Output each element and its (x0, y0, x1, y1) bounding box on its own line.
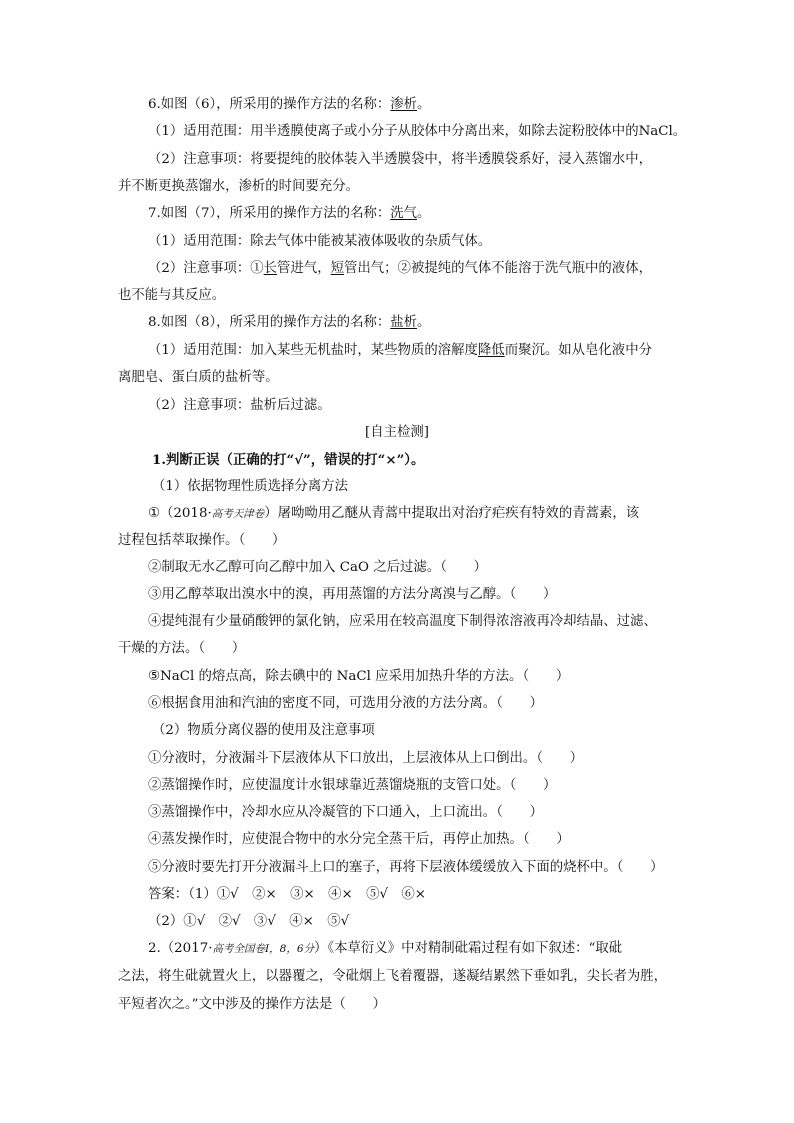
q1-item-5: ⑤NaCl 的熔点高，除去碘中的 NaCl 应采用加热升华的方法。（ ） (148, 669, 570, 684)
q1-part2-item-1: ①分液时，分液漏斗下层液体从下口放出，上层液体从上口倒出。（ ） (148, 751, 584, 766)
question-2-cont-2: 平短者次之。”文中涉及的操作方法是（ ） (118, 997, 386, 1012)
answer-salting-out: 盐析 (390, 315, 418, 330)
item-8-scope: （1）适用范围：加入某些无机盐时，某些物质的溶解度降低而聚沉。如从皂化液中分 (148, 343, 652, 358)
item-7-heading: 7.如图（7），所采用的操作方法的名称：洗气。 (148, 206, 431, 221)
item-8-notes: （2）注意事项：盐析后过滤。 (148, 398, 331, 413)
answer-key-part-1: 答案：（1）①√ ②× ③× ④× ⑤√ ⑥× (148, 887, 427, 902)
question-1-part-1-title: （1）依据物理性质选择分离方法 (152, 479, 348, 494)
q1-item-1: ①（2018·高考天津卷）屠呦呦用乙醚从青蒿中提取出对治疗疟疾有特效的青蒿素，该 (148, 506, 640, 521)
item-7-scope: （1）适用范围：除去气体中能被某液体吸收的杂质气体。 (148, 234, 492, 249)
item-8-scope-cont: 离肥皂、蛋白质的盐析等。 (118, 370, 279, 385)
item-6-notes: （2）注意事项：将要提纯的胶体装入半透膜袋中，将半透膜袋系好，浸入蒸馏水中， (148, 152, 652, 167)
item-6-notes-cont: 并不断更换蒸馏水，渗析的时间要充分。 (118, 179, 360, 194)
q1-part2-item-3: ③蒸馏操作中，冷却水应从冷凝管的下口通入，上口流出。（ ） (148, 805, 544, 820)
q1-item-6: ⑥根据食用油和汽油的密度不同，可选用分液的方法分离。（ ） (148, 696, 544, 711)
q1-item-4-cont: 干燥的方法。（ ） (118, 641, 246, 656)
item-6-heading: 6.如图（6），所采用的操作方法的名称：渗析。 (148, 97, 431, 112)
q1-part2-item-4: ④蒸发操作时，应使混合物中的水分完全蒸干后，再停止加热。（ ） (148, 832, 570, 847)
q1-item-3: ③用乙醇萃取出溴水中的溴，再用蒸馏的方法分离溴与乙醇。（ ） (148, 587, 557, 602)
source-label: 高考天津卷 (211, 508, 265, 520)
answer-key-part-2: （2）①√ ②√ ③√ ④× ⑤√ (148, 914, 350, 929)
answer-gas-washing: 洗气 (390, 206, 418, 221)
question-1-title: 1.判断正误（正确的打“√”，错误的打“×”）。 (152, 452, 425, 468)
question-2: 2.（2017·高考全国卷Ⅰ，8，6分）《本草衍义》中对精制砒霜过程有如下叙述：“取砒 (148, 941, 623, 956)
answer-dialysis: 渗析 (390, 97, 418, 112)
q1-item-1-cont: 过程包括萃取操作。（ ） (118, 533, 286, 548)
q1-part2-item-5: ⑤分液时要先打开分液漏斗上口的塞子，再将下层液体缓缓放入下面的烧杯中。（ ） (148, 860, 664, 875)
question-1-part-2-title: （2）物质分离仪器的使用及注意事项 (152, 723, 375, 738)
item-7-notes: （2）注意事项：①长管进气，短管出气；②被提纯的气体不能溶于洗气瓶中的液体， (148, 261, 652, 276)
q1-item-2: ②制取无水乙醇可向乙醇中加入 CaO 之后过滤。（ ） (148, 560, 488, 575)
question-2-cont-1: 之法，将生砒就置火上，以器覆之，令砒烟上飞着覆器，遂凝结累然下垂如乳，尖长者为胜， (118, 969, 668, 984)
item-8-heading: 8.如图（8），所采用的操作方法的名称：盐析。 (148, 315, 431, 330)
item-6-scope: （1）适用范围：用半透膜使离子或小分子从胶体中分离出来，如除去淀粉胶体中的NaCl。 (148, 124, 687, 139)
item-7-notes-cont: 也不能与其反应。 (118, 288, 226, 303)
q1-part2-item-2: ②蒸馏操作时，应使温度计水银球靠近蒸馏烧瓶的支管口处。（ ） (148, 778, 557, 793)
source-label: 高考全国卷Ⅰ，8，6分 (212, 943, 315, 955)
section-heading-self-check: [自主检测] (364, 425, 429, 440)
q1-item-4: ④提纯混有少量硝酸钾的氯化钠，应采用在较高温度下制得浓溶液再冷却结晶、过滤、 (148, 614, 657, 629)
